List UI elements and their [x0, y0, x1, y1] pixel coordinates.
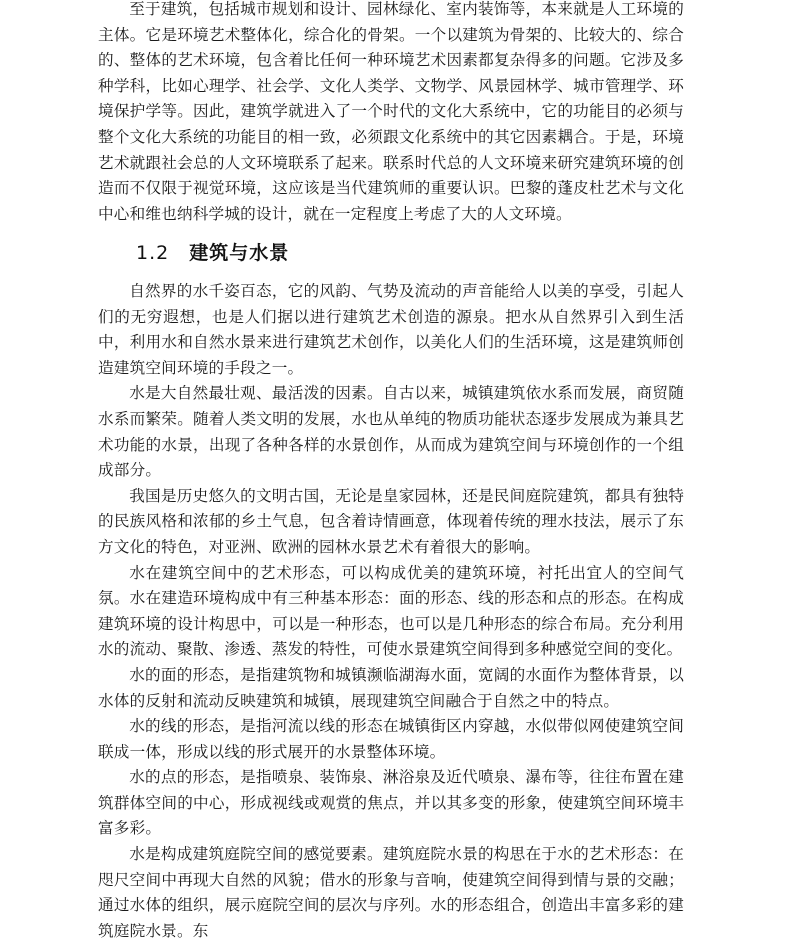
paragraph: 水是大自然最壮观、最活泼的因素。自古以来，城镇建筑依水系而发展，商贸随水系而繁荣。随着人类文明的发展，水也从单纯的物质功能状态逐步发展成为兼具艺术功能的水景，出现了各种各样的水景创作，从而成为建筑空间与环境创作的一个组成部分。 [98, 384, 684, 480]
paragraph: 水是构成建筑庭院空间的感觉要素。建筑庭院水景的构思在于水的艺术形态：在咫尺空间中再现大自然的风貌；借水的形象与音响，使建筑空间得到情与景的交融；通过水体的组织，展示庭院空间的层次与序列。水的形态组合，创造出丰富多彩的建筑庭院水景。东 [98, 845, 684, 940]
paragraph: 水的面的形态，是指建筑物和城镇濒临湖海水面，宽阔的水面作为整体背景，以水体的反射和流动反映建筑和城镇，展现建筑空间融合于自然之中的特点。 [98, 665, 684, 710]
section-number: 1.2 [136, 242, 170, 264]
paragraph: 水的点的形态，是指喷泉、装饰泉、淋浴泉及近代喷泉、瀑布等，往往布置在建筑群体空间的中心，形成视线或观赏的焦点，并以其多变的形象，使建筑空间环境丰富多彩。 [98, 768, 684, 838]
body-text-block [98, 279, 684, 944]
intro-text-block [98, 0, 684, 227]
paragraph: 水在建筑空间中的艺术形态，可以构成优美的建筑环境，衬托出宜人的空间气氛。水在建造环境构成中有三种基本形态：面的形态、线的形态和点的形态。在构成建筑环境的设计构思中，可以是一种形态，也可以是几种形态的综合布局。充分利用水的流动、聚散、渗透、蒸发的特性，可使水景建筑空间得到多种感觉空间的变化。 [98, 563, 684, 659]
section-heading [136, 238, 289, 265]
paragraph: 我国是历史悠久的文明古国，无论是皇家园林，还是民间庭院建筑，都具有独特的民族风格和浓郁的乡土气息，包含着诗情画意，体现着传统的理水技法，展示了东方文化的特色，对亚洲、欧洲的园林水景艺术有着很大的影响。 [98, 486, 684, 556]
paragraph: 水的线的形态，是指河流以线的形态在城镇街区内穿越，水似带似网使建筑空间联成一体，形成以线的形式展开的水景整体环境。 [98, 717, 684, 761]
section-title: 建筑与水景 [189, 242, 290, 264]
paragraph: 至于建筑，包括城市规划和设计、园林绿化、室内装饰等，本来就是人工环境的主体。它是环境艺术整体化，综合化的骨架。一个以建筑为骨架的、比较大的、综合的、整体的艺术环境，包含着比任何一种环境艺术因素都复杂得多的问题。它涉及多种学科，比如心理学、社会学、文化人类学、文物学、风景园林学、城市管理学、环境保护学等。因此，建筑学就进入了一个时代的文化大系统中，它的功能目的必须与整个文化大系统的功能目的相一致，必须跟文化系统中的其它因素耦合。于是，环境艺术就跟社会总的人文环境联系了起来。联系时代总的人文环境来研究建筑环境的创造而不仅限于视觉环境，这应该是当代建筑师的重要认识。巴黎的蓬皮杜艺术与文化中心和维也纳科学城的设计，就在一定程度上考虑了大的人文环境。 [98, 0, 684, 223]
paragraph: 自然界的水千姿百态，它的风韵、气势及流动的声音能给人以美的享受，引起人们的无穷遐想，也是人们据以进行建筑艺术创造的源泉。把水从自然界引入到生活中，利用水和自然水景来进行建筑艺术创作，以美化人们的生活环境，这是建筑师创造建筑空间环境的手段之一。 [98, 282, 684, 377]
